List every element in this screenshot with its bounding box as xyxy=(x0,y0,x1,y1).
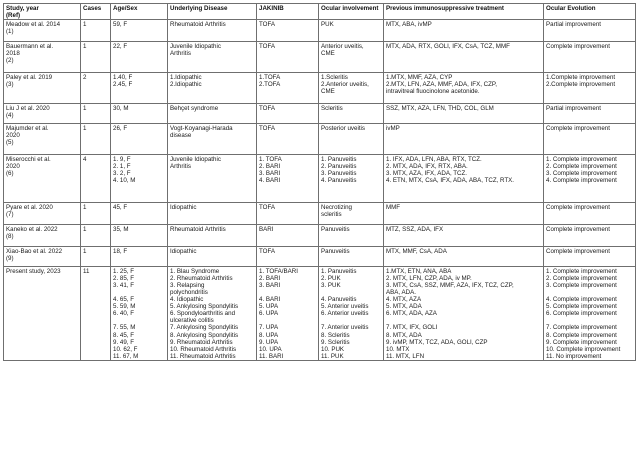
cell-line xyxy=(546,289,633,296)
cell-line: 5. Ankylosing Spondylitis xyxy=(170,303,239,311)
cell-line: 4 xyxy=(83,155,87,163)
cell-line: Xiao-Bao et al. 2022 xyxy=(6,247,63,255)
ocular-cell xyxy=(319,42,384,73)
ocular-cell xyxy=(319,247,384,267)
cell-line: 10. Complete improvement xyxy=(546,345,621,353)
ocular-cell xyxy=(319,155,384,203)
evolution-cell xyxy=(544,104,636,124)
treatment-cell xyxy=(384,124,544,155)
cell-line: Panuveitis xyxy=(321,247,350,255)
cell-line: 26, F xyxy=(113,124,128,132)
disease-cell xyxy=(168,267,257,361)
cell-line: Meadow et al. 2014 xyxy=(6,20,61,28)
table-header-row xyxy=(4,4,636,20)
cell-line: MMF xyxy=(386,203,401,211)
cell-line: 2020 xyxy=(6,162,20,170)
cell-line: 1.40, F xyxy=(113,73,133,81)
cell-line: 6. Spondyloarthritis and xyxy=(170,310,236,318)
cell-line: 4. 65, F xyxy=(113,296,134,304)
cell-line: 1. TOFA/BARI xyxy=(259,267,298,275)
jakinib-cell xyxy=(257,225,319,247)
cell-line: 1 xyxy=(83,203,87,211)
cell-line: 11. 67, M xyxy=(113,352,139,360)
cell-line: 8. UPA xyxy=(259,331,279,339)
cell-line: 6. 40, F xyxy=(113,310,134,318)
cell-line: 2. BARI xyxy=(259,274,281,282)
cell-line: 4. Complete improvement xyxy=(546,296,617,304)
study-cell xyxy=(4,267,81,361)
ocular-cell xyxy=(319,20,384,42)
cell-line: 1.Complete improvement xyxy=(546,73,616,81)
cell-line: Present study, 2023 xyxy=(6,267,61,275)
ocular-cell xyxy=(319,203,384,225)
cell-line: Juvenile Idiopathic xyxy=(170,155,221,163)
cell-line: Kaneko et al. 2022 xyxy=(6,225,58,233)
cell-line: 4. MTX, AZA xyxy=(386,296,422,304)
treatment-cell xyxy=(384,42,544,73)
cell-line: 2. BARI xyxy=(259,162,281,170)
cell-line: Posterior uveitis xyxy=(321,124,366,132)
age-sex-cell xyxy=(111,124,168,155)
cases-cell xyxy=(81,20,111,42)
cell-line: 2. Complete improvement xyxy=(546,274,617,282)
cell-line: Paley et al. 2019 xyxy=(6,73,53,81)
cell-line: Pyare et al. 2020 xyxy=(6,203,53,211)
cell-line: Complete improvement xyxy=(546,124,610,132)
header-treatment: Previous immunosuppressive treatment xyxy=(384,4,544,20)
cell-line: 2.Anterior uveitis, xyxy=(321,80,369,88)
cell-line: 1 xyxy=(83,247,87,255)
cell-line: TOFA xyxy=(259,247,276,255)
cases-cell xyxy=(81,225,111,247)
table-row xyxy=(4,20,636,42)
cell-line: BARI xyxy=(259,225,274,233)
evolution-cell xyxy=(544,247,636,267)
ocular-cell xyxy=(319,267,384,361)
cell-line: 1. IFX, ADA, LFN, ABA, RTX, TCZ. xyxy=(386,155,482,163)
evolution-cell xyxy=(544,73,636,104)
cell-line: 6. Complete improvement xyxy=(546,310,617,318)
cell-line: 9. 49, F xyxy=(113,338,134,346)
cell-line: TOFA xyxy=(259,203,276,211)
study-cell xyxy=(4,20,81,42)
cell-line: 2.45, F xyxy=(113,80,133,88)
disease-cell xyxy=(168,155,257,203)
cell-line: 1.TOFA xyxy=(259,73,281,81)
cell-line: MTX, ABA, ivMP xyxy=(386,20,432,28)
cell-line: 7. Ankylosing Spondylitis xyxy=(170,324,239,332)
cell-line: 45, F xyxy=(113,203,128,211)
cases-cell xyxy=(81,247,111,267)
cell-line: 3. 41, F xyxy=(113,281,134,289)
age-sex-cell xyxy=(111,155,168,203)
cell-line: 2.TOFA xyxy=(259,80,281,88)
header-disease: Underlying Disease xyxy=(168,4,257,20)
cell-line: 4. Panuveitis xyxy=(321,296,357,304)
cell-line: 1 xyxy=(83,104,87,112)
cell-line: Bauermann et al. xyxy=(6,42,54,50)
treatment-cell xyxy=(384,247,544,267)
header-evolution: Ocular Evolution xyxy=(544,4,636,20)
study-cell xyxy=(4,203,81,225)
cell-line: Miserocchi et al. xyxy=(6,155,51,163)
cell-line: Idiopathic xyxy=(170,203,197,211)
cell-line: 8. Ankylosing Spondylitis xyxy=(170,331,239,339)
cell-line: Rheumatoid Arthritis xyxy=(170,20,226,28)
age-sex-cell xyxy=(111,225,168,247)
cell-line: 3. BARI xyxy=(259,169,281,177)
cell-line: Liu J et al. 2020 xyxy=(6,104,50,112)
cell-line: CME xyxy=(321,49,335,57)
cell-line: Rheumatoid Arthritis xyxy=(170,225,226,233)
age-sex-cell xyxy=(111,267,168,361)
cell-line: 4. BARI xyxy=(259,296,281,304)
evolution-cell xyxy=(544,124,636,155)
cell-line: 1. 25, F xyxy=(113,267,134,275)
cell-line: ivMP xyxy=(386,124,400,132)
cell-line: 9. Scleritis xyxy=(321,338,350,346)
cell-line: PUK xyxy=(321,20,334,28)
cell-line: 1 xyxy=(83,20,87,28)
cell-line: 4. ETN, MTX, CsA, IFX, ADA, ABA, TCZ, RTX. xyxy=(386,176,515,184)
cell-line: Behçet syndrome xyxy=(170,104,219,112)
header-study-line: Study, year xyxy=(6,4,39,12)
study-cell xyxy=(4,73,81,104)
cell-line: 3. Relapsing xyxy=(170,281,205,289)
cell-line: 11. BARI xyxy=(259,352,284,360)
cell-line: TOFA xyxy=(259,124,276,132)
evolution-cell xyxy=(544,155,636,203)
cell-line: Anterior uveitis, xyxy=(321,42,364,50)
header-study-ref: (Ref) xyxy=(6,11,21,19)
cell-line: 4. 10, M xyxy=(113,176,136,184)
cell-line: Partial improvement xyxy=(546,20,602,28)
cell-line: 7. MTX, IFX, GOLI xyxy=(386,324,438,332)
table-row xyxy=(4,203,636,225)
treatment-cell xyxy=(384,225,544,247)
disease-cell xyxy=(168,124,257,155)
cell-line: disease xyxy=(170,131,192,139)
cell-line: 35, M xyxy=(113,225,129,233)
jakinib-cell xyxy=(257,203,319,225)
disease-cell xyxy=(168,203,257,225)
treatment-cell xyxy=(384,73,544,104)
cell-line: 2. Panuveitis xyxy=(321,162,357,170)
cell-line xyxy=(321,317,381,324)
disease-cell xyxy=(168,247,257,267)
cell-line: Scleritis xyxy=(321,104,343,112)
cell-line: scleritis xyxy=(321,210,342,218)
disease-cell xyxy=(168,42,257,73)
cell-line: Complete improvement xyxy=(546,225,610,233)
cell-line xyxy=(546,317,633,324)
cell-line: 7. Complete improvement xyxy=(546,324,617,332)
cell-line: (2) xyxy=(6,56,14,64)
cases-cell xyxy=(81,73,111,104)
jakinib-cell xyxy=(257,42,319,73)
jakinib-cell xyxy=(257,247,319,267)
cell-line: 5. Complete improvement xyxy=(546,303,617,311)
disease-cell xyxy=(168,104,257,124)
cell-line: Partial improvement xyxy=(546,104,602,112)
cell-line: 18, F xyxy=(113,247,128,255)
cell-line: 3. Complete improvement xyxy=(546,169,617,177)
cell-line: 10. PUK xyxy=(321,345,345,353)
cell-line: MTX, MMF, CsA, ADA xyxy=(386,247,447,255)
cell-line: 1.MTX, MMF, AZA, CYP xyxy=(386,73,453,81)
cell-line: 5. UPA xyxy=(259,303,279,311)
cell-line: 1. Complete improvement xyxy=(546,155,617,163)
cell-line: 22, F xyxy=(113,42,128,50)
cell-line: Necrotizing xyxy=(321,203,352,211)
header-age-sex: Age/Sex xyxy=(111,4,168,20)
cell-line: 11. Rheumatoid Arthritis xyxy=(170,352,236,360)
cell-line: 1 xyxy=(83,124,87,132)
study-cell xyxy=(4,42,81,73)
ocular-cell xyxy=(319,104,384,124)
cell-line: 10. 62, F xyxy=(113,345,138,353)
treatment-cell xyxy=(384,104,544,124)
cell-line: 9. Complete improvement xyxy=(546,338,617,346)
cell-line: 10. MTX xyxy=(386,345,410,353)
table-row xyxy=(4,155,636,203)
cell-line: intravitreal fluocinolone acetonide. xyxy=(386,87,480,95)
cell-line: (4) xyxy=(6,111,14,119)
cell-line xyxy=(259,289,316,296)
cell-line: 2 xyxy=(83,73,87,81)
cell-line: (1) xyxy=(6,27,14,35)
jakinib-cell xyxy=(257,104,319,124)
cell-line: TOFA xyxy=(259,104,276,112)
cell-line: 4. BARI xyxy=(259,176,281,184)
cell-line: Panuveitis xyxy=(321,225,350,233)
study-cell xyxy=(4,247,81,267)
cell-line: 1. TOFA xyxy=(259,155,282,163)
cell-line: 3. MTX, CsA, SSZ, MMF, AZA, IFX, TCZ, CZP, xyxy=(386,281,514,289)
cell-line: 6. MTX, ADA, AZA xyxy=(386,310,437,318)
age-sex-cell xyxy=(111,42,168,73)
cell-line: 30, M xyxy=(113,104,129,112)
cell-line: 1. Panuveitis xyxy=(321,155,357,163)
cell-line: 11. PUK xyxy=(321,352,344,360)
cell-line: 5. 59, M xyxy=(113,303,136,311)
cell-line: 8. Scleritis xyxy=(321,331,350,339)
cell-line: 1 xyxy=(83,42,87,50)
cell-line: (8) xyxy=(6,232,14,240)
cases-cell xyxy=(81,124,111,155)
cell-line: 7. 55, M xyxy=(113,324,136,332)
cell-line: SSZ, MTX, AZA, LFN, THD, COL, GLM xyxy=(386,104,494,112)
cell-line: 2020 xyxy=(6,131,20,139)
table-row xyxy=(4,42,636,73)
jakinib-cell xyxy=(257,124,319,155)
age-sex-cell xyxy=(111,20,168,42)
cell-line: (9) xyxy=(6,254,14,262)
table-row xyxy=(4,225,636,247)
cell-line: 2.Complete improvement xyxy=(546,80,616,88)
header-study xyxy=(4,4,81,20)
header-jakinib: JAKINIB xyxy=(257,4,319,20)
cell-line: 1. Complete improvement xyxy=(546,267,617,275)
cell-line: 3. Complete improvement xyxy=(546,281,617,289)
evolution-cell xyxy=(544,267,636,361)
cell-line: 6. UPA xyxy=(259,310,279,318)
cell-line: 3. 2, F xyxy=(113,169,131,177)
cell-line: 1.Scleritis xyxy=(321,73,348,81)
table-body xyxy=(4,20,636,361)
cell-line: TOFA xyxy=(259,42,276,50)
cell-line: 10. Rheumatoid Arthritis xyxy=(170,345,237,353)
cell-line: 4. Complete improvement xyxy=(546,176,617,184)
age-sex-cell xyxy=(111,203,168,225)
disease-cell xyxy=(168,225,257,247)
cell-line: 1. Panuveitis xyxy=(321,267,357,275)
cell-line xyxy=(113,289,165,296)
cases-cell xyxy=(81,203,111,225)
cell-line xyxy=(321,289,381,296)
treatment-cell xyxy=(384,155,544,203)
cases-cell xyxy=(81,104,111,124)
header-cases: Cases xyxy=(81,4,111,20)
evolution-cell xyxy=(544,225,636,247)
cell-line xyxy=(386,317,541,324)
cell-line: 2.Idiopathic xyxy=(170,80,202,88)
cell-line: 7. Anterior uveitis xyxy=(321,324,369,332)
cell-line: MTZ, SSZ, ADA, IFX xyxy=(386,225,444,233)
table-row xyxy=(4,267,636,361)
cell-line: 6. Anterior uveitis xyxy=(321,310,369,318)
cell-line: Arthritis xyxy=(170,49,191,57)
cell-line xyxy=(113,317,165,324)
jakinib-cell xyxy=(257,20,319,42)
age-sex-cell xyxy=(111,247,168,267)
cell-line: 9. UPA xyxy=(259,338,279,346)
study-cell xyxy=(4,124,81,155)
cell-line: 4. Idiopathic xyxy=(170,296,204,304)
cell-line: 11. No improvement xyxy=(546,352,602,360)
cell-line: 9. ivMP, MTX, TCZ, ADA, GOLI, CZP xyxy=(386,338,488,346)
evolution-cell xyxy=(544,20,636,42)
cell-line: polychondritis xyxy=(170,288,208,296)
cell-line: TOFA xyxy=(259,20,276,28)
study-cell xyxy=(4,104,81,124)
jakinib-cell xyxy=(257,267,319,361)
cell-line: (5) xyxy=(6,138,14,146)
cell-line: ABA, ADA. xyxy=(386,288,416,296)
cell-line: 2. 1, F xyxy=(113,162,131,170)
cell-line: Complete improvement xyxy=(546,247,610,255)
cell-line: 9. Rheumatoid Arthritis xyxy=(170,338,233,346)
cell-line: Vogt-Koyanagi-Harada xyxy=(170,124,233,132)
cell-line: 1.MTX, ETN, ANA, ABA xyxy=(386,267,452,275)
cell-line: 2018 xyxy=(6,49,20,57)
cell-line: Idiopathic xyxy=(170,247,197,255)
cell-line: 8. MTX, ADA xyxy=(386,331,422,339)
age-sex-cell xyxy=(111,104,168,124)
cases-cell xyxy=(81,155,111,203)
evolution-cell xyxy=(544,203,636,225)
cell-line: 3. BARI xyxy=(259,281,281,289)
cell-line: 59, F xyxy=(113,20,128,28)
cell-line: MTX, ADA, RTX, GOLI, IFX, CsA, TCZ, MMF xyxy=(386,42,510,50)
cell-line: 8. Complete improvement xyxy=(546,331,617,339)
cell-line: 8. 45, F xyxy=(113,331,134,339)
treatment-cell xyxy=(384,267,544,361)
cell-line: 2. Complete improvement xyxy=(546,162,617,170)
cell-line: ulcerative colitis xyxy=(170,317,214,325)
disease-cell xyxy=(168,20,257,42)
cell-line: 7. UPA xyxy=(259,324,279,332)
jakinib-cell xyxy=(257,155,319,203)
treatment-cell xyxy=(384,203,544,225)
cell-line: (6) xyxy=(6,169,14,177)
cell-line: 3. Panuveitis xyxy=(321,169,357,177)
cell-line: Complete improvement xyxy=(546,203,610,211)
header-ocular: Ocular involvement xyxy=(319,4,384,20)
cell-line: 1 xyxy=(83,225,87,233)
cell-line: CME xyxy=(321,87,335,95)
cell-line xyxy=(259,317,316,324)
study-table xyxy=(3,3,636,361)
cell-line: 2. Rheumatoid Arthritis xyxy=(170,274,233,282)
cell-line: 2. PUK xyxy=(321,274,341,282)
cell-line: 2.MTX, LFN, AZA, MMF, ADA, IFX, CZP, xyxy=(386,80,497,88)
evolution-cell xyxy=(544,42,636,73)
cell-line: 11 xyxy=(83,267,90,275)
cell-line: 1. Blau Syndrome xyxy=(170,267,220,275)
treatment-cell xyxy=(384,20,544,42)
cell-line: 5. Anterior uveitis xyxy=(321,303,369,311)
study-cell xyxy=(4,225,81,247)
table-row xyxy=(4,104,636,124)
cell-line: 10. UPA xyxy=(259,345,282,353)
table-row xyxy=(4,247,636,267)
cell-line: 2. MTX, LFN, CZP, ADA, iv MP. xyxy=(386,274,472,282)
cell-line: 2. MTX, ADA, IFX, RTX, ABA. xyxy=(386,162,468,170)
table-row xyxy=(4,73,636,104)
cell-line: Complete improvement xyxy=(546,42,610,50)
cell-line: 1.Idiopathic xyxy=(170,73,202,81)
cell-line: 2. 85, F xyxy=(113,274,134,282)
cell-line: Juvenile Idiopathic xyxy=(170,42,221,50)
cell-line: Arthritis xyxy=(170,162,191,170)
cell-line: 3. MTX, AZA, IFX, ADA, TCZ. xyxy=(386,169,468,177)
ocular-cell xyxy=(319,124,384,155)
cases-cell xyxy=(81,42,111,73)
cell-line: 3. PUK xyxy=(321,281,341,289)
cell-line: (3) xyxy=(6,80,14,88)
table-row xyxy=(4,124,636,155)
cell-line: 1. 9, F xyxy=(113,155,131,163)
ocular-cell xyxy=(319,73,384,104)
cell-line: Majumder et al. xyxy=(6,124,49,132)
cases-cell xyxy=(81,267,111,361)
disease-cell xyxy=(168,73,257,104)
cell-line: 5. MTX, ADA xyxy=(386,303,422,311)
jakinib-cell xyxy=(257,73,319,104)
cell-line: 4. Panuveitis xyxy=(321,176,357,184)
ocular-cell xyxy=(319,225,384,247)
cell-line: 11. MTX, LFN xyxy=(386,352,425,360)
age-sex-cell xyxy=(111,73,168,104)
cell-line: (7) xyxy=(6,210,14,218)
study-cell xyxy=(4,155,81,203)
